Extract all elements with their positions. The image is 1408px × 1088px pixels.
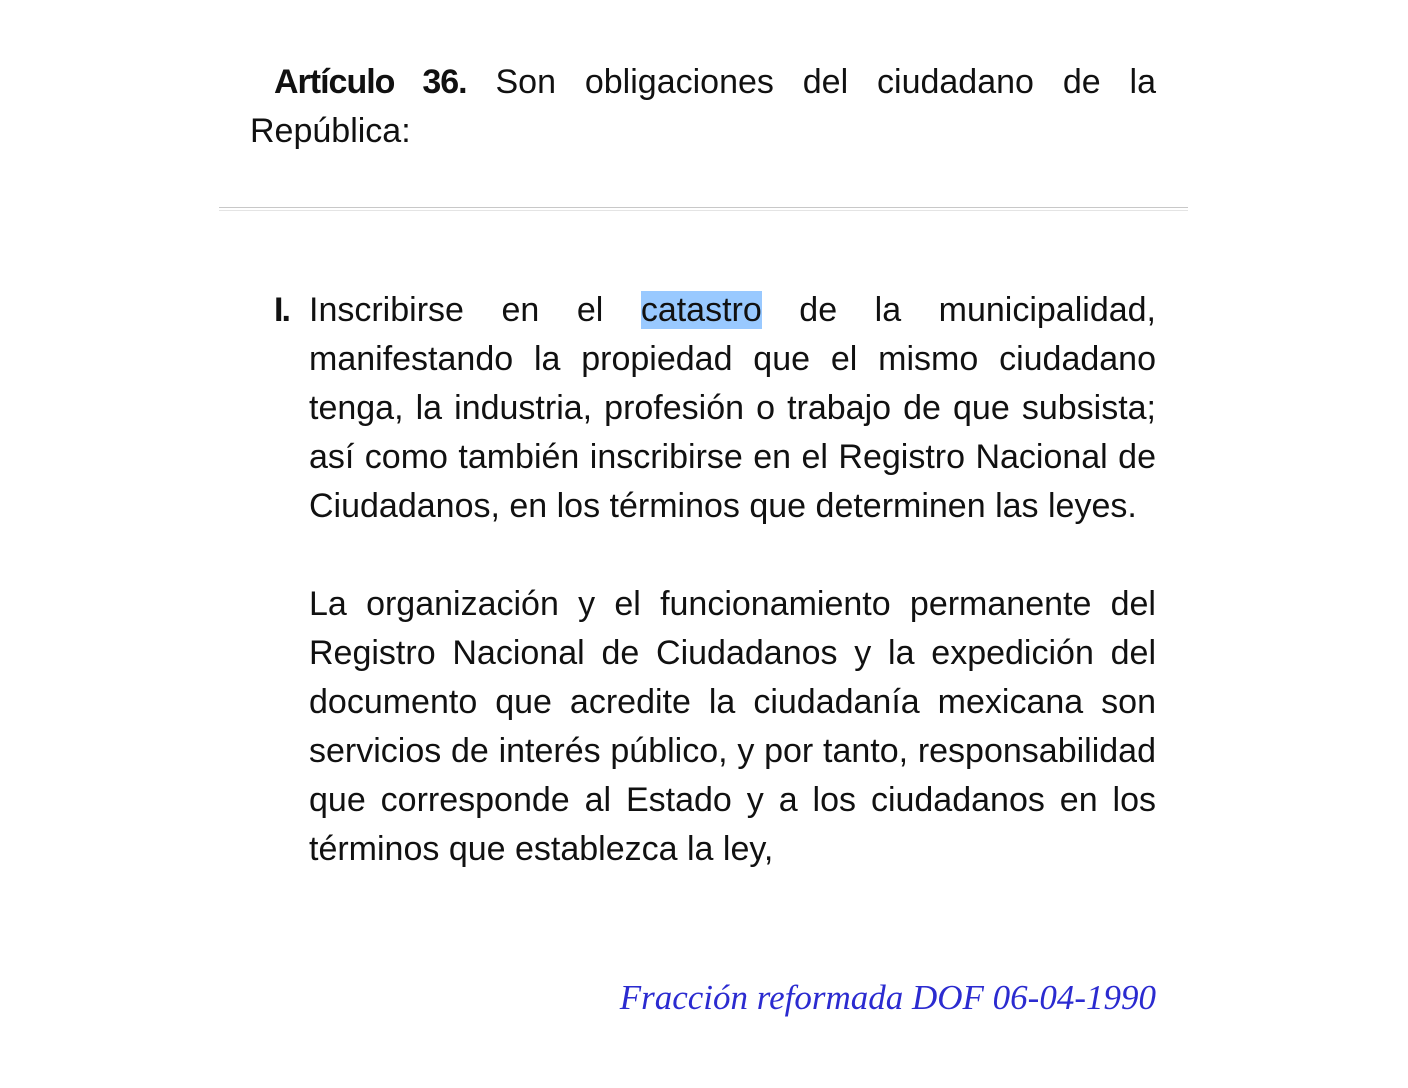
fraction-paragraph-1[interactable] xyxy=(309,286,1156,531)
article-title: Artículo 36. xyxy=(274,63,467,101)
fraction-body xyxy=(309,286,1156,874)
fraction-numeral: I. xyxy=(274,291,289,329)
paragraph-1-text-start: Inscribirse en el xyxy=(309,291,641,329)
reform-note: Fracción reformada DOF 06-04-1990 xyxy=(619,978,1156,1017)
paragraph-1-text-end: de la municipalidad, manifestando la propiedad que el mismo ciudadano tenga, la industria, profesión o trabajo de que subsista; así como también inscribirse en el Registro Nacional de Ciudadanos, en los términos que determinen las leyes. xyxy=(309,291,1156,525)
page-divider xyxy=(219,207,1188,211)
article-intro: Son obligaciones del ciudadano de la República: xyxy=(250,63,1156,150)
fraction-paragraph-2[interactable]: La organización y el funcionamiento permanente del Registro Nacional de Ciudadanos y la expedición del documento que acredite la ciudadanía mexicana son servicios de interés público, y por tanto, responsabilidad que corresponde al Estado y a los ciudadanos en los términos que establezca la ley, xyxy=(309,585,1156,868)
selected-text-highlight[interactable]: catastro xyxy=(640,291,762,329)
article-header xyxy=(250,58,1156,156)
paragraph-gap xyxy=(309,531,1156,580)
